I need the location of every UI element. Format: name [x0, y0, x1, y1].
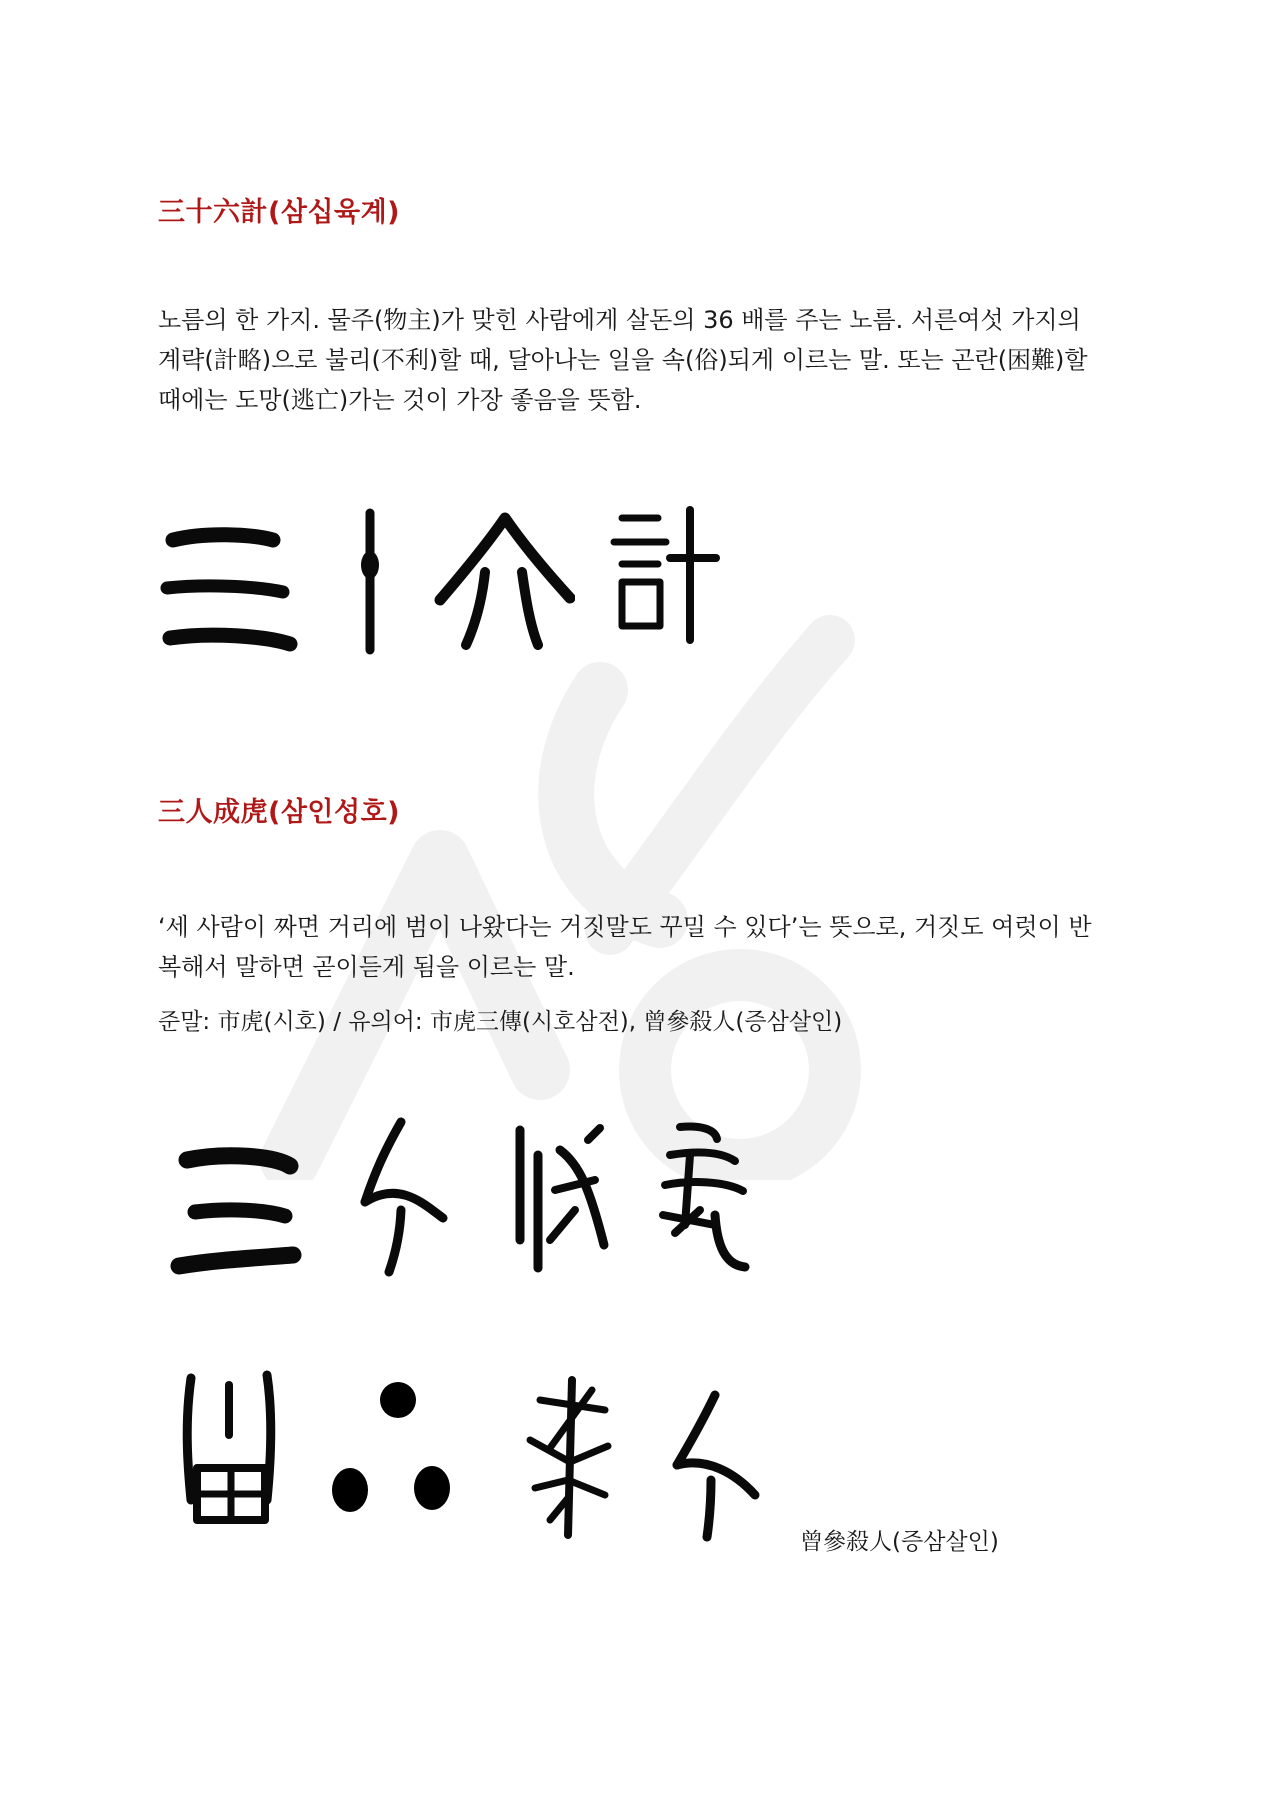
oracle-glyph-ho — [645, 1115, 755, 1280]
oracle-glyph-seong — [500, 1110, 610, 1280]
oracle-glyph-in — [355, 1110, 450, 1280]
glyph-caption: 曾參殺人(증삼살인) — [800, 1529, 999, 1555]
oracle-glyph-in-2 — [665, 1385, 765, 1545]
oracle-glyph-sip — [340, 505, 400, 655]
oracle-glyph-gye — [600, 500, 720, 645]
oracle-glyph-san-2 — [165, 1130, 310, 1290]
oracle-glyph-sal — [510, 1370, 620, 1540]
section-2-definition: ‘세 사람이 짜면 거리에 범이 나왔다는 거짓말도 꾸밀 수 있다’는 뜻으로, 거짓도 여럿이 반복해서 말하면 곧이듣게 됨을 이르는 말. — [158, 913, 1092, 981]
oracle-glyph-yuk — [430, 510, 575, 650]
section-2-related-words: 준말: 市虎(시호) / 유의어: 市虎三傳(시호삼전), 曾參殺人(증삼살인) — [158, 1009, 843, 1035]
section-1-title: 三十六計(삼십육계) — [158, 197, 401, 228]
section-2-title: 三人成虎(삼인성호) — [158, 797, 401, 828]
section-1-definition: 노름의 한 가지. 물주(物主)가 맞힌 사람에게 살돈의 36 배를 주는 노름. 서른여섯 가지의 계략(計略)으로 불리(不利)할 때, 달아나는 일을 속(俗)되게 이르는 말. 또는 곤란(困難)할 때에는 도망(逃亡)가는 것이 가장 좋음을 뜻함. — [158, 306, 1088, 414]
oracle-glyph-san — [155, 500, 300, 660]
oracle-glyph-sam — [320, 1370, 470, 1530]
watermark-logo — [210, 600, 990, 1180]
oracle-glyph-jeung — [175, 1360, 285, 1530]
